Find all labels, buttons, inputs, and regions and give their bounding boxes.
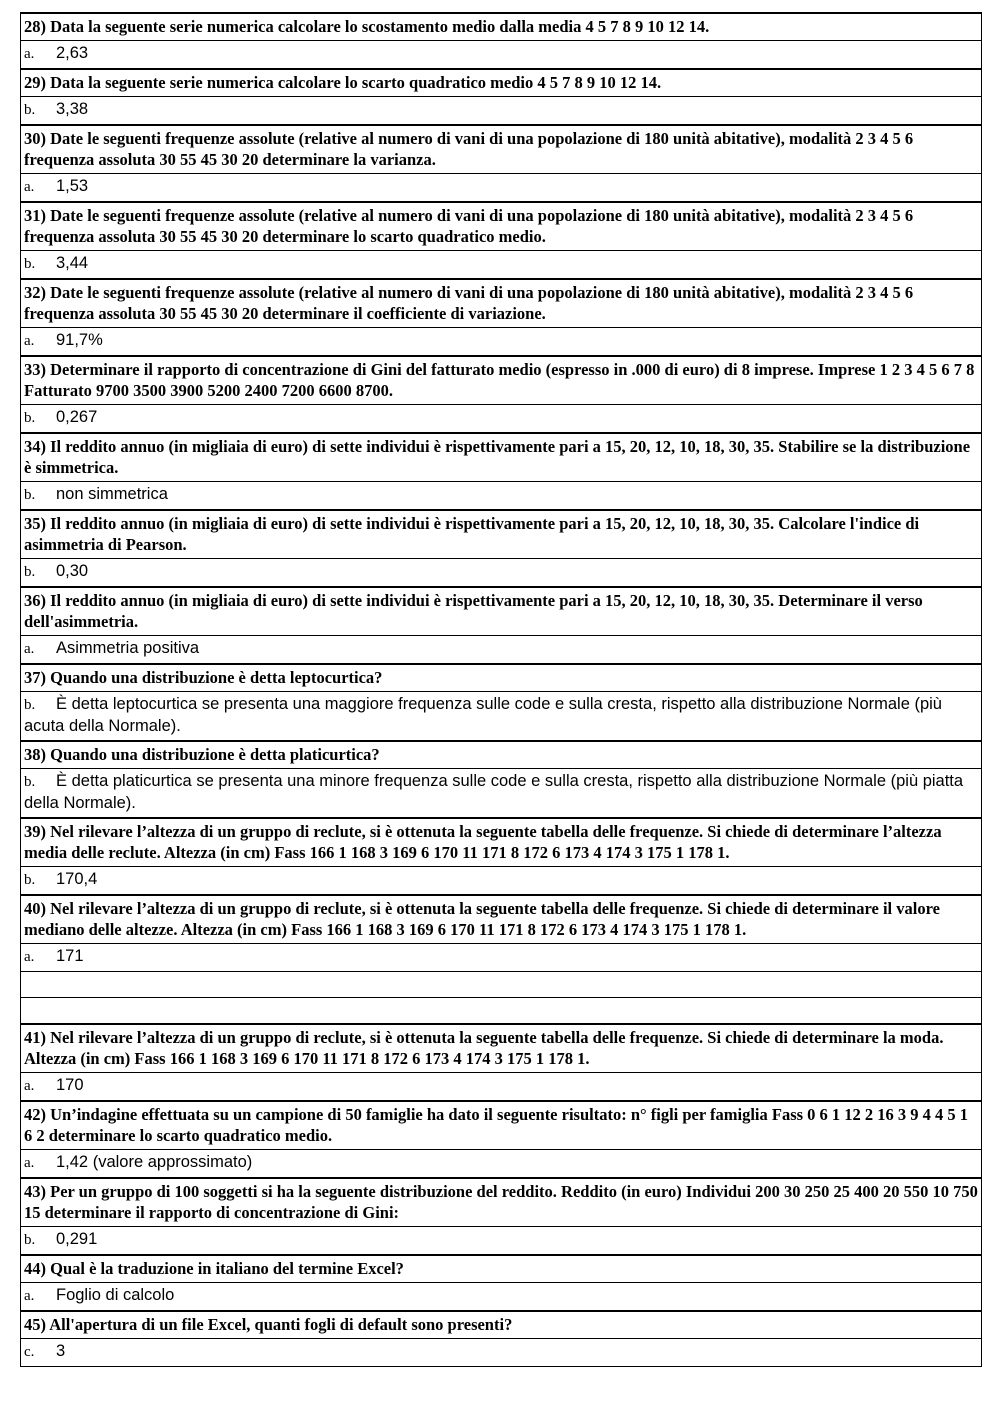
answer-text: 0,291	[56, 1230, 98, 1248]
answer-letter: a.	[24, 949, 35, 965]
question-34: 34) Il reddito annuo (in migliaia di euro) di sette individui è rispettivamente pari a 15, 20, 12, 10, 18, 30, 35. Stabilire se la distribuzione è simmetrica.	[21, 432, 981, 481]
answer-text: 91,7%	[56, 331, 103, 349]
answer-text: È detta platicurtica se presenta una minore frequenza sulle code e sulla cresta, rispetto alla distribuzione Normale (più piatta della Normale).	[24, 772, 964, 812]
answer-letter: b.	[24, 564, 36, 580]
question-39: 39) Nel rilevare l’altezza di un gruppo di reclute, si è ottenuta la seguente tabella delle frequenze. Si chiede di determinare l’altezza media delle reclute. Altezza (in cm) Fass 166 1 168 3 169 6 170 11 171 8 172 6 173 4 174 3 175 1 178 1.	[21, 817, 981, 866]
answer-text: non simmetrica	[56, 485, 168, 503]
table-bottom-border	[21, 1366, 981, 1367]
answer-letter: c.	[24, 1344, 35, 1360]
question-40: 40) Nel rilevare l’altezza di un gruppo di reclute, si è ottenuta la seguente tabella delle frequenze. Si chiede di determinare il valore mediano delle altezze. Altezza (in cm) Fass 166 1 168 3 169 6 170 11 171 8 172 6 173 4 174 3 175 1 178 1.	[21, 894, 981, 943]
answer-letter: b.	[24, 256, 36, 272]
answer-text: 170	[56, 1076, 84, 1094]
question-38: 38) Quando una distribuzione è detta platicurtica?	[21, 740, 981, 768]
answer-28	[21, 40, 981, 68]
answer-text: Asimmetria positiva	[56, 639, 200, 657]
answer-letter: a.	[24, 641, 35, 657]
answer-33	[21, 404, 981, 432]
question-35: 35) Il reddito annuo (in migliaia di euro) di sette individui è rispettivamente pari a 15, 20, 12, 10, 18, 30, 35. Calcolare l'indice di asimmetria di Pearson.	[21, 509, 981, 558]
answer-43	[21, 1226, 981, 1254]
question-41: 41) Nel rilevare l’altezza di un gruppo di reclute, si è ottenuta la seguente tabella delle frequenze. Si chiede di determinare la moda. Altezza (in cm) Fass 166 1 168 3 169 6 170 11 171 8 172 6 173 4 174 3 175 1 178 1.	[21, 1023, 981, 1072]
answer-text: 0,30	[56, 562, 89, 580]
answer-text: 3	[56, 1342, 66, 1360]
answer-text: 1,42 (valore approssimato)	[56, 1153, 253, 1171]
answer-letter: a.	[24, 1155, 35, 1171]
question-29: 29) Data la seguente serie numerica calcolare lo scarto quadratico medio 4 5 7 8 9 10 12 14.	[21, 68, 981, 96]
answer-letter: a.	[24, 1288, 35, 1304]
answer-text: 3,44	[56, 254, 89, 272]
answer-32	[21, 327, 981, 355]
answer-35	[21, 558, 981, 586]
question-36: 36) Il reddito annuo (in migliaia di euro) di sette individui è rispettivamente pari a 15, 20, 12, 10, 18, 30, 35. Determinare il verso dell'asimmetria.	[21, 586, 981, 635]
answer-letter: b.	[24, 697, 36, 713]
answer-text: 3,38	[56, 100, 89, 118]
answer-letter: a.	[24, 333, 35, 349]
answer-letter: a.	[24, 179, 35, 195]
question-37: 37) Quando una distribuzione è detta leptocurtica?	[21, 663, 981, 691]
answer-36	[21, 635, 981, 663]
empty-row	[21, 971, 981, 997]
answer-text: 170,4	[56, 870, 98, 888]
answer-letter: a.	[24, 46, 35, 62]
question-32: 32) Date le seguenti frequenze assolute (relative al numero di vani di una popolazione di 180 unità abitative), modalità 2 3 4 5 6 frequenza assoluta 30 55 45 30 20 determinare il coefficiente di variazione.	[21, 278, 981, 327]
question-43: 43) Per un gruppo di 100 soggetti si ha la seguente distribuzione del reddito. Reddito (in euro) Individui 200 30 250 25 400 20 550 10 750 15 determinare il rapporto di concentrazione di Gini:	[21, 1177, 981, 1226]
question-30: 30) Date le seguenti frequenze assolute (relative al numero di vani di una popolazione di 180 unità abitative), modalità 2 3 4 5 6 frequenza assoluta 30 55 45 30 20 determinare la varianza.	[21, 124, 981, 173]
answer-text: 1,53	[56, 177, 89, 195]
question-31: 31) Date le seguenti frequenze assolute (relative al numero di vani di una popolazione di 180 unità abitative), modalità 2 3 4 5 6 frequenza assoluta 30 55 45 30 20 determinare lo scarto quadratico medio.	[21, 201, 981, 250]
answer-34	[21, 481, 981, 509]
answer-38	[21, 768, 981, 817]
empty-row	[21, 997, 981, 1023]
answer-37	[21, 691, 981, 740]
answer-39	[21, 866, 981, 894]
answer-text: 2,63	[56, 44, 89, 62]
answer-letter: b.	[24, 1232, 36, 1248]
answer-44	[21, 1282, 981, 1310]
answer-letter: b.	[24, 102, 36, 118]
answer-40	[21, 943, 981, 971]
answer-letter: a.	[24, 1078, 35, 1094]
quiz-sheet	[20, 12, 982, 1367]
question-44: 44) Qual è la traduzione in italiano del termine Excel?	[21, 1254, 981, 1282]
question-42: 42) Un’indagine effettuata su un campione di 50 famiglie ha dato il seguente risultato: n° figli per famiglia Fass 0 6 1 12 2 16 3 9 4 4 5 1 6 2 determinare lo scarto quadratico medio.	[21, 1100, 981, 1149]
answer-45	[21, 1338, 981, 1366]
answer-30	[21, 173, 981, 201]
answer-letter: b.	[24, 487, 36, 503]
answer-text: Foglio di calcolo	[56, 1286, 175, 1304]
answer-41	[21, 1072, 981, 1100]
question-28: 28) Data la seguente serie numerica calcolare lo scostamento medio dalla media 4 5 7 8 9 10 12 14.	[21, 12, 981, 40]
answer-31	[21, 250, 981, 278]
answer-42	[21, 1149, 981, 1177]
answer-letter: b.	[24, 872, 36, 888]
question-45: 45) All'apertura di un file Excel, quanti fogli di default sono presenti?	[21, 1310, 981, 1338]
answer-text: 171	[56, 947, 84, 965]
answer-letter: b.	[24, 774, 36, 790]
answer-text: È detta leptocurtica se presenta una maggiore frequenza sulle code e sulla cresta, rispetto alla distribuzione Normale (più acuta della Normale).	[24, 695, 942, 735]
answer-text: 0,267	[56, 408, 98, 426]
question-33: 33) Determinare il rapporto di concentrazione di Gini del fatturato medio (espresso in .000 di euro) di 8 imprese. Imprese 1 2 3 4 5 6 7 8 Fatturato 9700 3500 3900 5200 2400 7200 6600 8700.	[21, 355, 981, 404]
answer-letter: b.	[24, 410, 36, 426]
answer-29	[21, 96, 981, 124]
